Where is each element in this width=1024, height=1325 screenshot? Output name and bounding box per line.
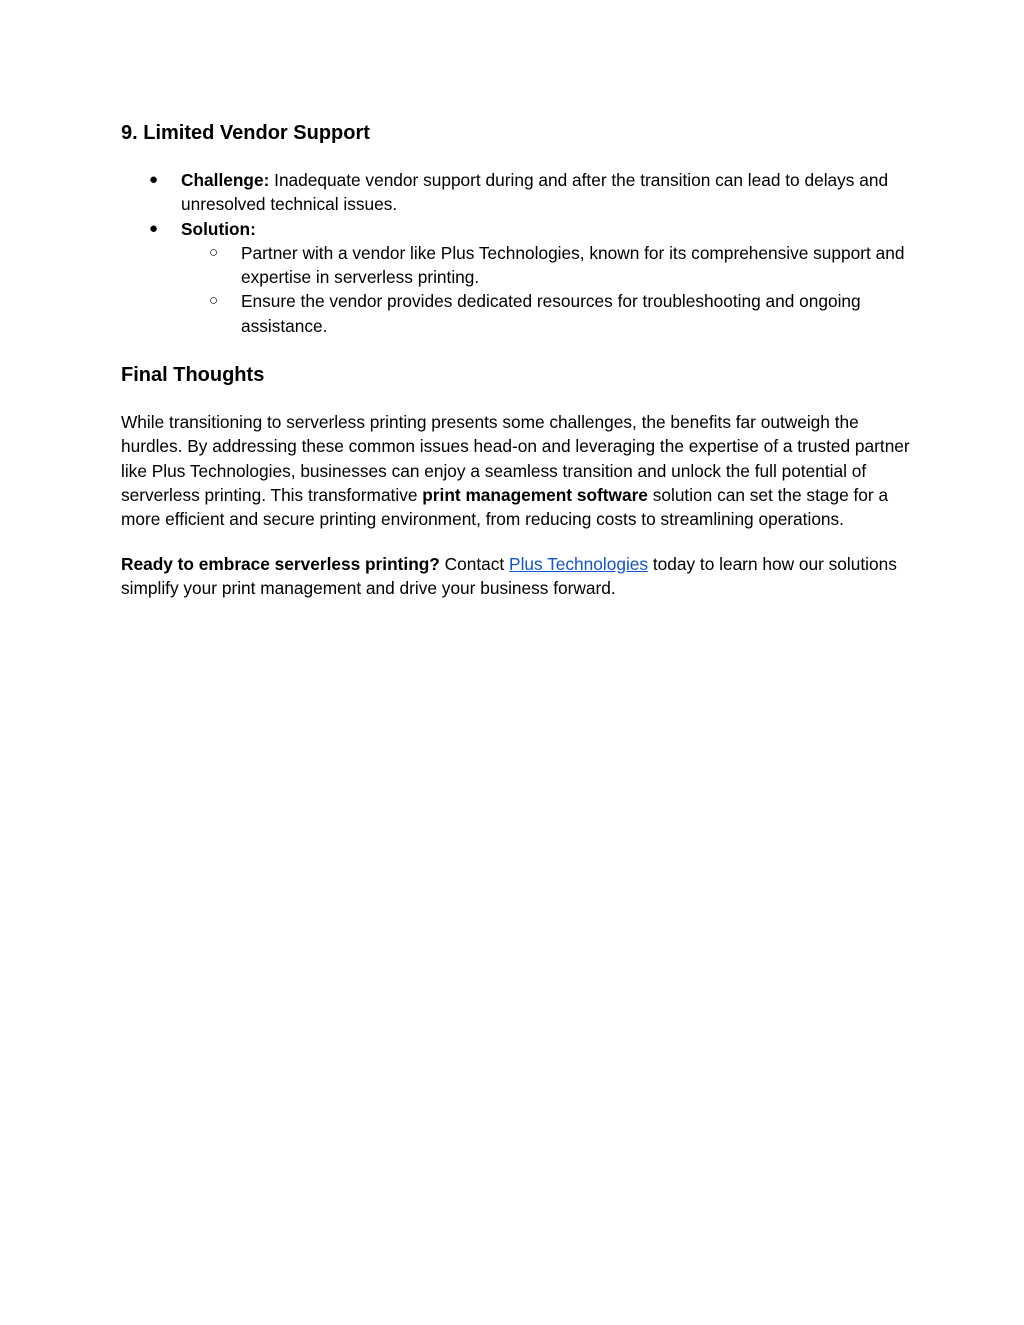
cta-text: today to learn how our solutions simplify your print management and drive your business forward. <box>121 553 897 598</box>
hollow-bullet-icon: ○ <box>209 243 219 261</box>
bullet-icon: ● <box>149 171 159 188</box>
final-paragraph <box>121 410 911 531</box>
vendor-support-section <box>121 118 911 338</box>
cta-paragraph <box>121 552 911 601</box>
final-thoughts-section <box>121 360 911 600</box>
section-heading: Final Thoughts <box>121 364 265 387</box>
cta-bold-text: Ready to embrace serverless printing? <box>121 553 440 574</box>
list-item-solution <box>121 217 911 241</box>
document-page <box>121 118 911 600</box>
sub-list-item <box>181 241 911 290</box>
paragraph-text: solution can set the stage for a more efficient and secure printing environment, from reducing costs to streamlining operations. <box>121 484 889 530</box>
bullet-icon: ● <box>149 219 159 237</box>
paragraph-text: While transitioning to serverless printing presents some challenges, the benefits far outweigh the hurdles. By addressing these common issues head-on and leveraging the expertise of a trusted partner like Plus Technologies, businesses can enjoy a seamless transition and unlock the full potential of serverless printing. This transformative <box>121 412 910 505</box>
solution-label: Solution: <box>181 218 256 239</box>
sub-list-item <box>181 289 911 338</box>
plus-technologies-link[interactable]: Plus Technologies <box>509 553 649 574</box>
sub-list-wrapper <box>181 241 911 338</box>
list-item-challenge <box>121 168 911 217</box>
cta-text: Contact <box>439 553 510 574</box>
hollow-bullet-icon: ○ <box>209 292 219 310</box>
sub-bullet-list <box>181 241 911 338</box>
challenge-text: Inadequate vendor support during and after the transition can lead to delays and unresolved technical issues. <box>181 170 889 215</box>
sub-item-text: Partner with a vendor like Plus Technologies, known for its comprehensive support and expertise in serverless printing. <box>241 242 905 288</box>
bullet-list <box>121 168 911 241</box>
sub-item-text: Ensure the vendor provides dedicated resources for troubleshooting and ongoing assistance. <box>241 291 861 336</box>
section-heading: 9. Limited Vendor Support <box>121 122 370 144</box>
challenge-label: Challenge: <box>181 170 270 190</box>
paragraph-bold-text: print management software <box>422 484 648 505</box>
